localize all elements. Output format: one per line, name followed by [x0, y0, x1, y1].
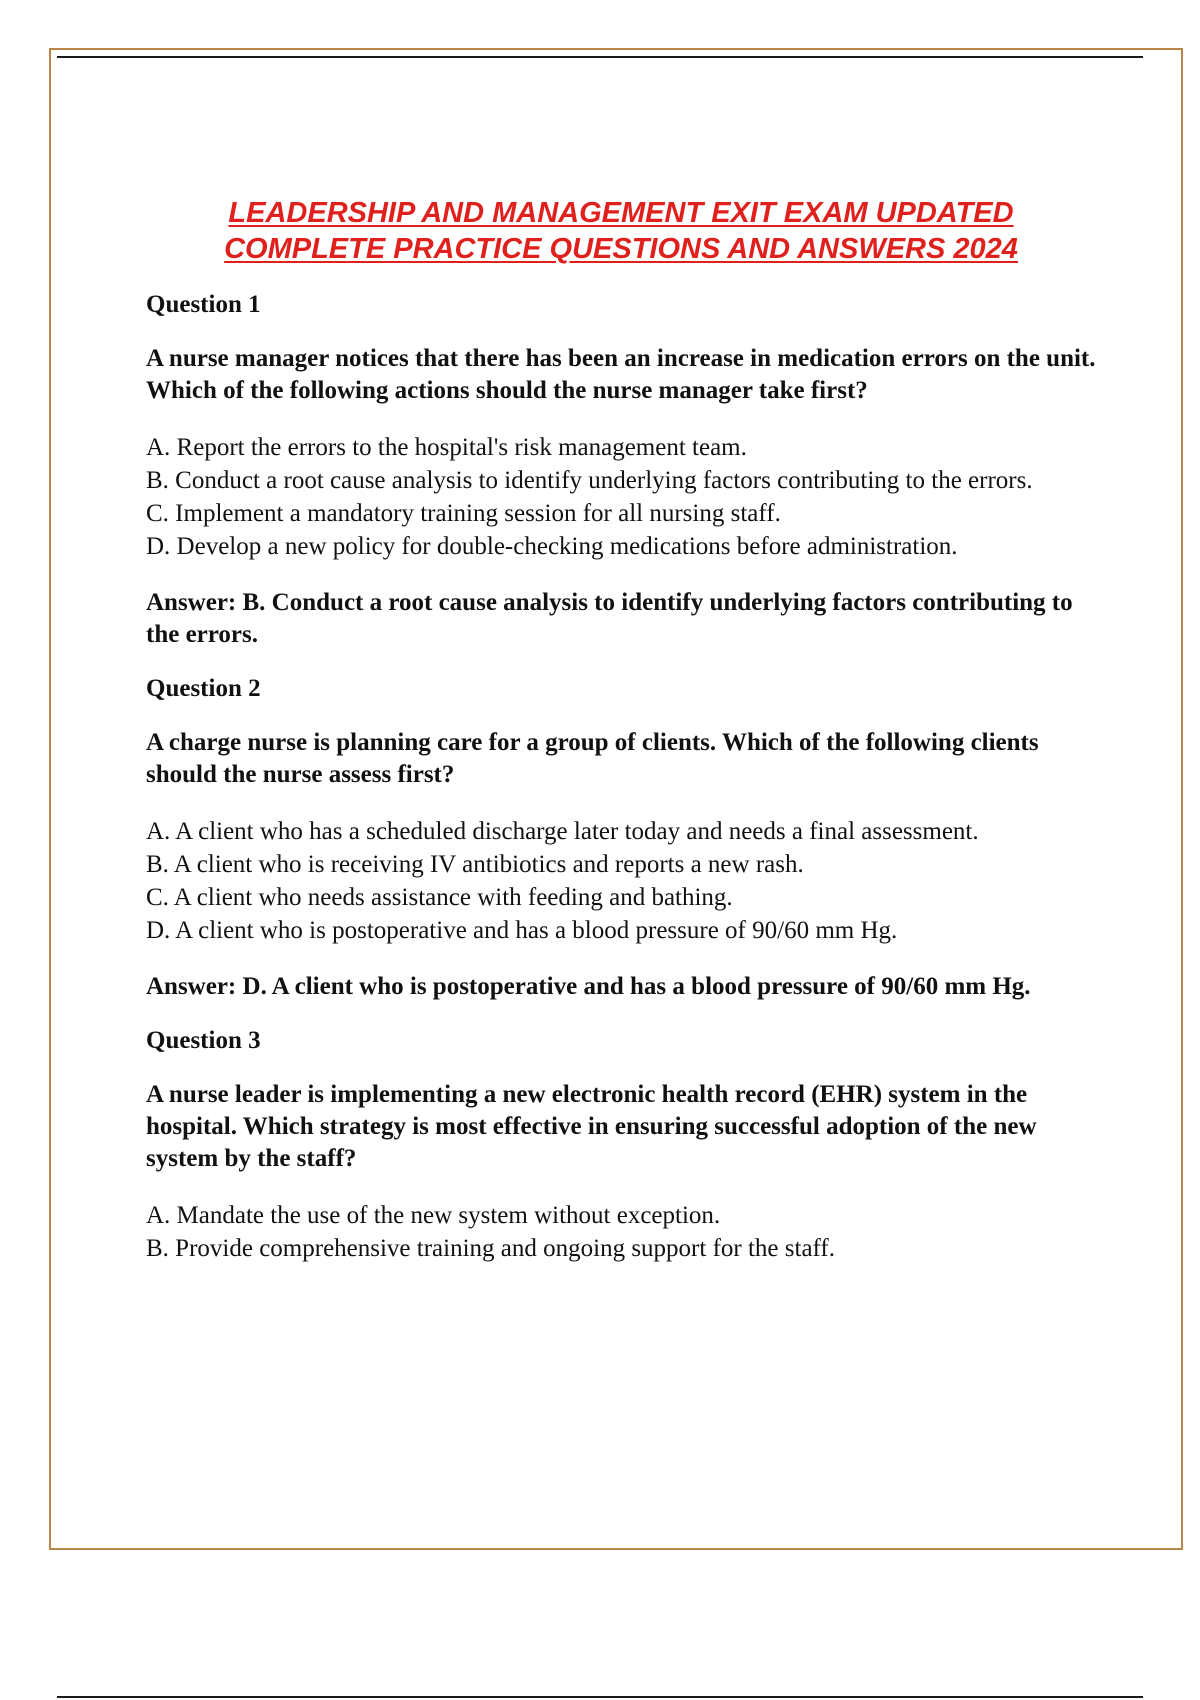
- option-c: C. A client who needs assistance with feeding and bathing.: [146, 884, 733, 911]
- question-block: [146, 1025, 1096, 1265]
- question-label: Question 2: [146, 675, 261, 702]
- answer-text: Answer: D. A client who is postoperative and has a blood pressure of 90/60 mm Hg.: [146, 973, 1031, 1000]
- question-block: [146, 673, 1096, 1003]
- answer-text: Answer: B. Conduct a root cause analysis to identify underlying factors contributing to the errors.: [146, 589, 1073, 648]
- option-c: C. Implement a mandatory training session for all nursing staff.: [146, 500, 781, 527]
- question-stem: A nurse leader is implementing a new electronic health record (EHR) system in the hospital. Which strategy is most effective in ensuring successful adoption of the new system by the staff?: [146, 1081, 1037, 1172]
- option-d: D. A client who is postoperative and has a blood pressure of 90/60 mm Hg.: [146, 917, 898, 944]
- option-b: B. Conduct a root cause analysis to identify underlying factors contributing to the errors.: [146, 467, 1033, 494]
- option-b: B. A client who is receiving IV antibiotics and reports a new rash.: [146, 851, 804, 878]
- answer-options: [146, 815, 1096, 947]
- option-d: D. Develop a new policy for double-checking medications before administration.: [146, 533, 958, 560]
- document-body: [146, 195, 1096, 1289]
- answer-options: [146, 1199, 1096, 1265]
- question-label: Question 3: [146, 1027, 261, 1054]
- document-title: [146, 195, 1096, 267]
- title-line-1: LEADERSHIP AND MANAGEMENT EXIT EXAM UPDATED: [228, 197, 1014, 229]
- option-a: A. Mandate the use of the new system without exception.: [146, 1202, 721, 1229]
- title-line-2: COMPLETE PRACTICE QUESTIONS AND ANSWERS 2024: [224, 233, 1018, 265]
- option-b: B. Provide comprehensive training and ongoing support for the staff.: [146, 1235, 835, 1262]
- question-stem: A charge nurse is planning care for a group of clients. Which of the following clients should the nurse assess first?: [146, 729, 1039, 788]
- option-a: A. A client who has a scheduled discharge later today and needs a final assessment.: [146, 818, 979, 845]
- bottom-rule: [57, 1696, 1143, 1698]
- option-a: A. Report the errors to the hospital's risk management team.: [146, 434, 747, 461]
- answer-options: [146, 431, 1096, 563]
- question-stem: A nurse manager notices that there has been an increase in medication errors on the unit. Which of the following actions should the nurse manager take first?: [146, 345, 1096, 404]
- question-block: [146, 289, 1096, 651]
- question-label: Question 1: [146, 291, 261, 318]
